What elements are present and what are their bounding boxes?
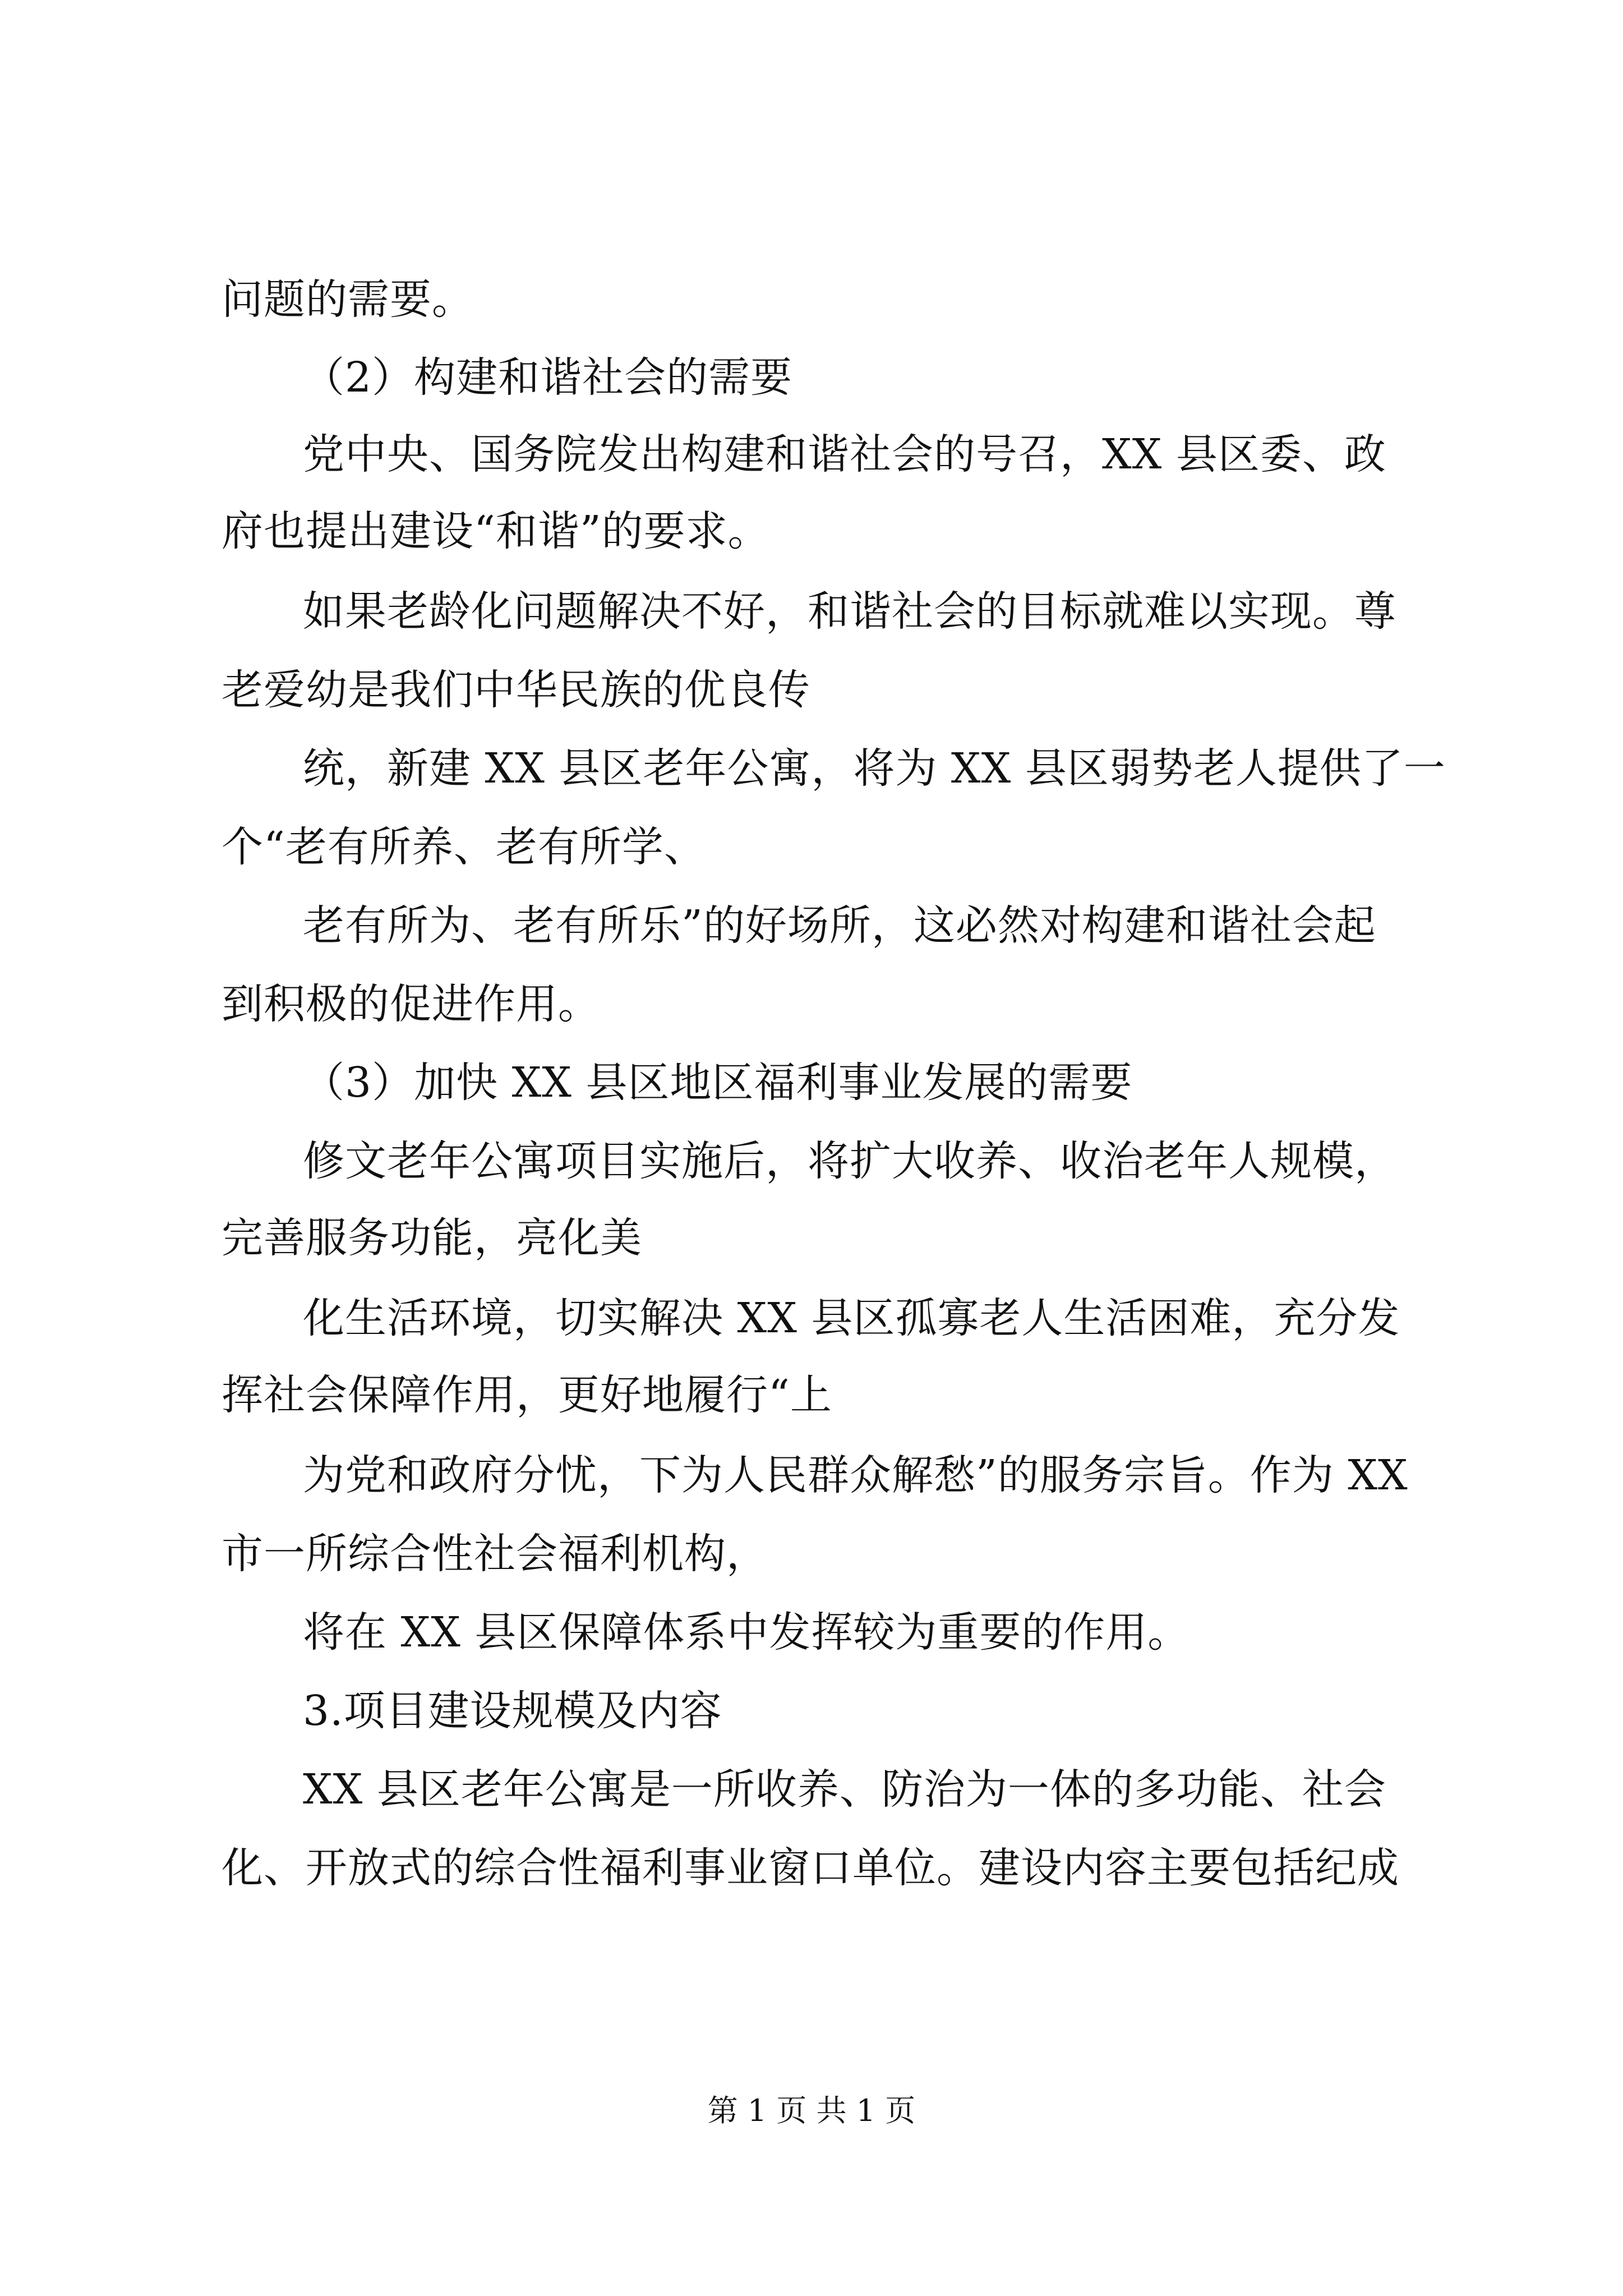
text-line: 问题的需要。 <box>222 275 474 324</box>
text-line: 老爱幼是我们中华民族的优良传 <box>222 666 810 714</box>
text-line: 挥社会保障作用，更好地履行“上 <box>222 1371 832 1419</box>
text-line: 到积极的促进作用。 <box>222 980 600 1028</box>
text-line: 党中央、国务院发出构建和谐社会的号召，XX 县区委、政 <box>303 430 1386 478</box>
text-line: XX 县区老年公寓是一所收养、防治为一体的多功能、社会 <box>303 1765 1386 1814</box>
text-line: 化生活环境，切实解决 XX 县区孤寡老人生活困难，充分发 <box>303 1294 1400 1342</box>
text-line: 为党和政府分忧，下为人民群众解愁”的服务宗旨。作为 XX <box>303 1451 1408 1499</box>
text-line: 如果老龄化问题解决不好，和谐社会的目标就难以实现。尊 <box>303 587 1396 636</box>
section-heading: 3.项目建设规模及内容 <box>303 1687 722 1735</box>
text-line: 化、开放式的综合性福利事业窗口单位。建设内容主要包括纪成 <box>222 1844 1399 1892</box>
text-line: 府也提出建设“和谐”的要求。 <box>222 507 770 555</box>
text-line: 市一所综合性社会福利机构， <box>222 1530 768 1578</box>
text-line: 个“老有所养、老有所学、 <box>222 823 706 871</box>
text-line: 修文老年公寓项目实施后，将扩大收养、收治老年人规模， <box>303 1137 1396 1185</box>
text-line: 统，新建 XX 县区老年公寓，将为 XX 县区弱势老人提供了一 <box>303 744 1446 793</box>
page-number-footer: 第 1 页 共 1 页 <box>707 2093 916 2128</box>
text-line: 老有所为、老有所乐”的好场所，这必然对构建和谐社会起 <box>303 901 1376 950</box>
text-line: 完善服务功能，亮化美 <box>222 1214 642 1262</box>
text-line: 将在 XX 县区保障体系中发挥较为重要的作用。 <box>303 1608 1190 1657</box>
section-heading: （2）构建和谐社会的需要 <box>303 353 793 402</box>
section-heading: （3）加快 XX 县区地区福利事业发展的需要 <box>303 1059 1133 1107</box>
